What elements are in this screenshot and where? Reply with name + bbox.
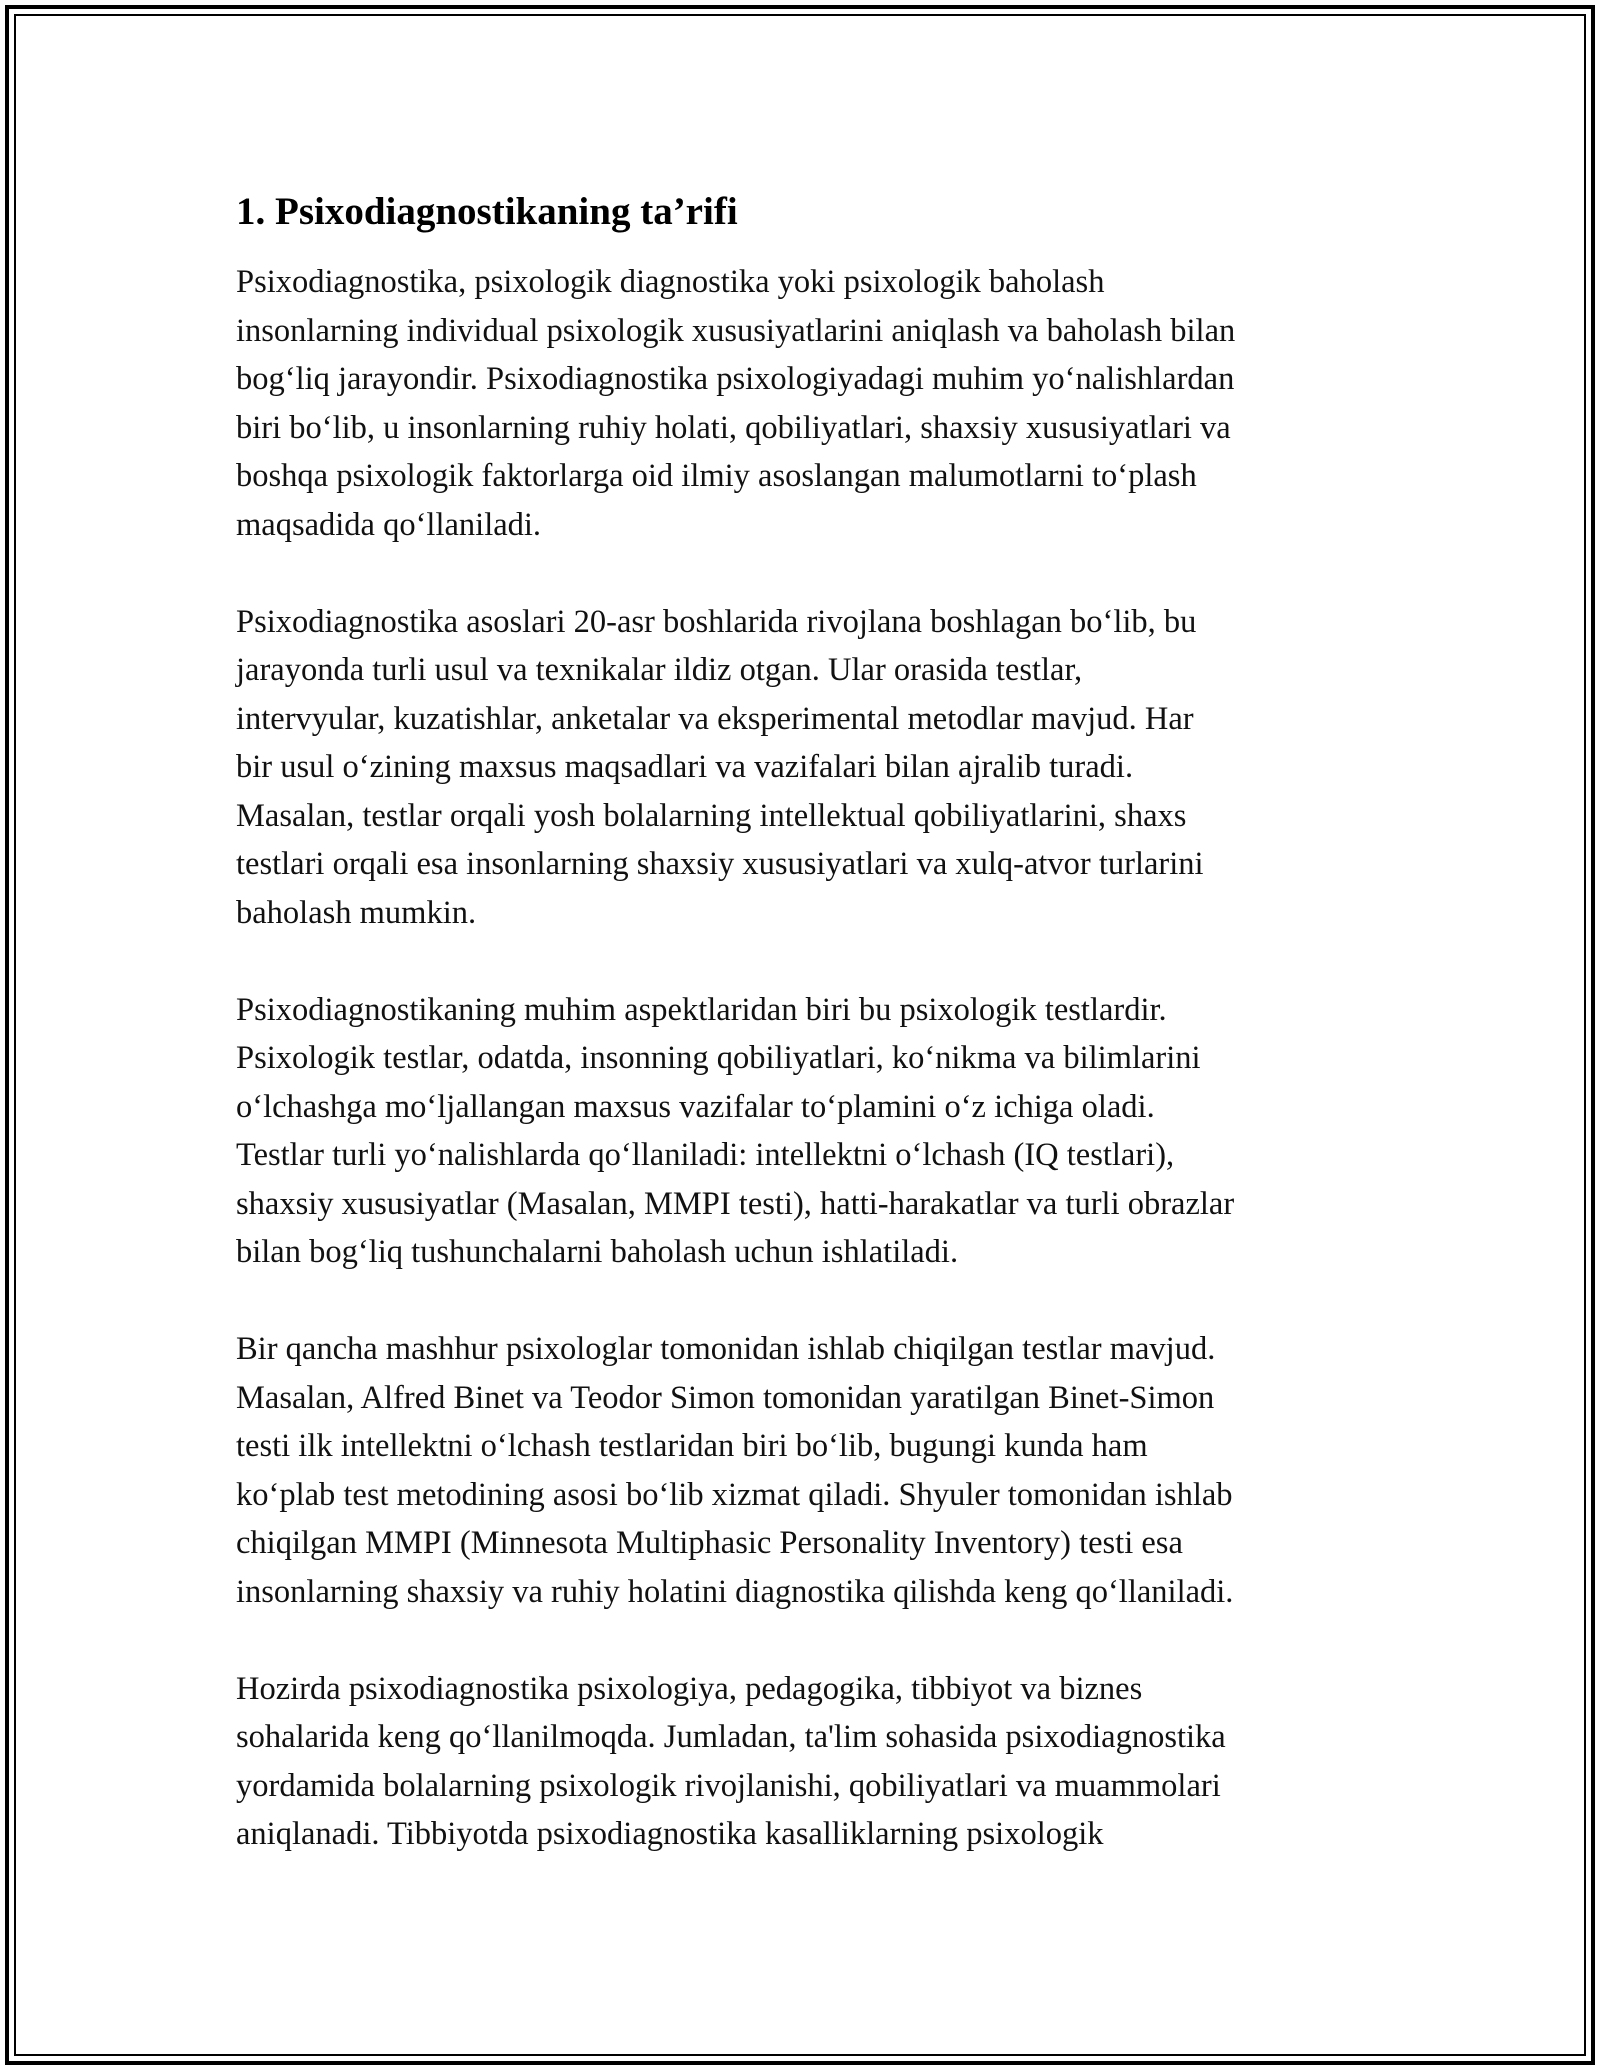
text-line: shaxsiy xususiyatlar (Masalan, MMPI testi), hatti-harakatlar va turli obrazlar <box>236 1185 1235 1222</box>
text-line: aniqlanadi. Tibbiyotda psixodiagnostika kasalliklarning psixologik <box>236 1816 1104 1852</box>
text-line: bir usul o‘zining maxsus maqsadlari va vazifalari bilan ajralib turadi. <box>236 749 1134 785</box>
text-line: Testlar turli yo‘nalishlarda qo‘llaniladi: intellektni o‘lchash (IQ testlari), <box>236 1137 1175 1173</box>
text-line: Psixologik testlar, odatda, insonning qobiliyatlari, ko‘nikma va bilimlarini <box>236 1040 1201 1076</box>
document-body <box>236 186 1376 1907</box>
text-line: ko‘plab test metodining asosi bo‘lib xizmat qiladi. Shyuler tomonidan ishlab <box>236 1476 1233 1513</box>
text-line: yordamida bolalarning psixologik rivojlanishi, qobiliyatlari va muammolari <box>236 1767 1221 1804</box>
text-line: insonlarning shaxsiy va ruhiy holatini diagnostika qilishda keng qo‘llaniladi. <box>236 1573 1234 1610</box>
text-line: testi ilk intellektni o‘lchash testlaridan biri bo‘lib, bugungi kunda ham <box>236 1428 1148 1464</box>
text-line: jarayonda turli usul va texnikalar ildiz otgan. Ular orasida testlar, <box>236 652 1083 688</box>
text-line: bilan bog‘liq tushunchalarni baholash uchun ishlatiladi. <box>236 1234 959 1270</box>
section-title: 1. Psixodiagnostikaning ta’rifi <box>236 190 738 233</box>
text-line: Masalan, testlar orqali yosh bolalarning intellektual qobiliyatlarini, shaxs <box>236 797 1187 834</box>
text-line: boshqa psixologik faktorlarga oid ilmiy asoslangan malumotlarni to‘plash <box>236 458 1197 494</box>
text-line: biri bo‘lib, u insonlarning ruhiy holati, qobiliyatlari, shaxsiy xususiyatlari va <box>236 409 1231 446</box>
paragraph-2 <box>236 598 1376 938</box>
text-line: Psixodiagnostika, psixologik diagnostika yoki psixologik baholash <box>236 264 1105 300</box>
text-line: o‘lchashga mo‘ljallangan maxsus vazifalar to‘plamini o‘z ichiga oladi. <box>236 1088 1155 1125</box>
text-line: Masalan, Alfred Binet va Teodor Simon tomonidan yaratilgan Binet-Simon <box>236 1379 1215 1416</box>
text-line: baholash mumkin. <box>236 894 477 931</box>
text-line: Hozirda psixodiagnostika psixologiya, pedagogika, tibbiyot va biznes <box>236 1670 1143 1707</box>
paragraph-3 <box>236 986 1376 1277</box>
text-line: Psixodiagnostikaning muhim aspektlaridan biri bu psixologik testlardir. <box>236 991 1167 1028</box>
text-line: testlari orqali esa insonlarning shaxsiy xususiyatlari va xulq-atvor turlarini <box>236 846 1204 882</box>
text-line: maqsadida qo‘llaniladi. <box>236 506 542 543</box>
text-line: bog‘liq jarayondir. Psixodiagnostika psixologiyadagi muhim yo‘nalishlardan <box>236 361 1235 397</box>
paragraph-4 <box>236 1325 1376 1616</box>
text-line: Psixodiagnostika asoslari 20-asr boshlarida rivojlana boshlagan bo‘lib, bu <box>236 603 1197 640</box>
text-line: sohalarida keng qo‘llanilmoqda. Jumladan, ta'lim sohasida psixodiagnostika <box>236 1719 1226 1755</box>
paragraph-1 <box>236 258 1376 549</box>
text-line: chiqilgan MMPI (Minnesota Multiphasic Personality Inventory) testi esa <box>236 1525 1183 1561</box>
text-line: Bir qancha mashhur psixologlar tomonidan ishlab chiqilgan testlar mavjud. <box>236 1331 1216 1367</box>
text-line: intervyular, kuzatishlar, anketalar va eksperimental metodlar mavjud. Har <box>236 700 1194 737</box>
text-line: insonlarning individual psixologik xususiyatlarini aniqlash va baholash bilan <box>236 312 1236 349</box>
paragraph-5 <box>236 1665 1376 1859</box>
